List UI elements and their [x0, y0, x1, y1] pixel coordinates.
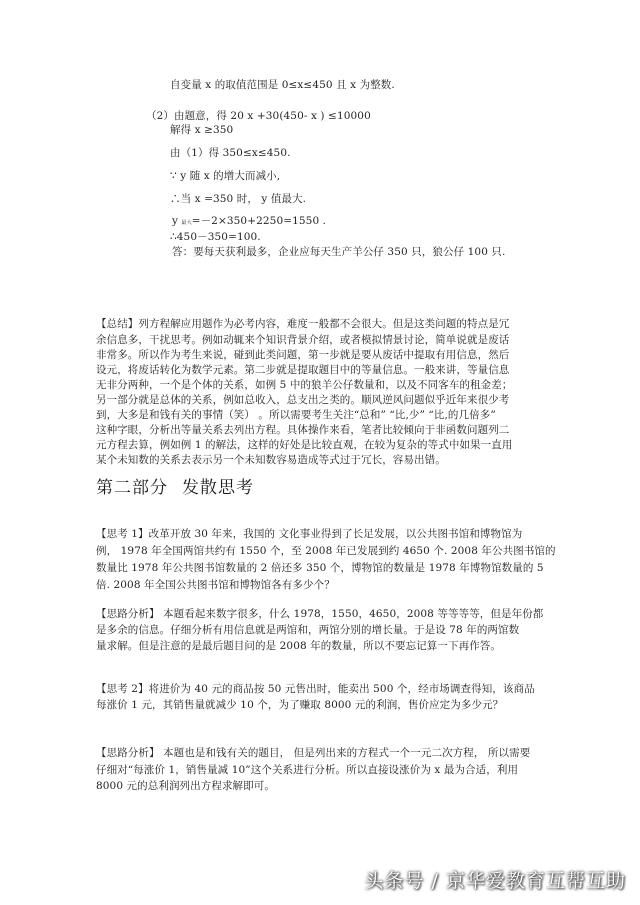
analysis1-line: 是多余的信息。仔细分析有用信息就是两馆和，两馆分别的增长量。于是设 78 年的两馆数	[96, 624, 520, 636]
analysis1-line: 【思路分析】 本题看起来数字很多，什么 1978，1550，4650，2008 等等等等，但是年份都	[96, 608, 544, 620]
summary-line: 非常多。所以作为考生来说，碰到此类问题，第一步就是要从废话中提取有用信息，然后	[96, 349, 510, 361]
analysis2-line: 【思路分析】 本题也是和钱有关的题目， 但是列出来的方程式一个一元二次方程， 所以需要	[96, 747, 531, 759]
think1-line: 倍. 2008 年全国公共图书馆和博物馆各有多少个？	[96, 579, 335, 591]
max-subscript: 最大	[181, 220, 192, 226]
solution-line-domain: 自变量 x 的取值范围是 0≤x≤450 且 x 为整数.	[170, 79, 395, 91]
max-value-expression: =－2×350+2250=1550 .	[191, 215, 327, 227]
summary-line: 某个未知数的关系去表示另一个未知数容易造成等式过于冗长，容易出错。	[96, 454, 446, 466]
solution-line-range: 由（1）得 350≤x≤450.	[170, 147, 291, 159]
section-heading	[96, 478, 268, 498]
analysis1-line: 量求解。但是注意的是最后题目问的是 2008 年的数量，所以不要忘记算一下再作答。	[96, 640, 501, 652]
think1-line: 例， 1978 年全国两馆共约有 1550 个，至 2008 年已发展到约 4650 个. 2008 年公共图书馆的	[96, 545, 556, 557]
analysis2-line: 8000 元的总利润列出方程求解即可。	[96, 780, 275, 792]
section-title: 发散思考	[182, 478, 254, 498]
summary-line: 设元，将废话转化为数学元素。第二步就是提取题目中的等量信息。一般来讲，等量信息	[96, 364, 510, 376]
solution-line-inequality: （2）由题意，得 20 x +30(450- x ) ≤10000	[146, 110, 371, 122]
solution-line-max-at: ∴当 x =350 时， y 值最大.	[170, 193, 307, 205]
think1-line: 【思考 1】改革开放 30 年来，我国的 文化事业得到了长足发展，以公共图书馆和博物馆为	[96, 528, 523, 540]
section-part: 第二部分	[96, 478, 168, 498]
summary-line: 余信息多，干扰思考。例如动辄来个知识背景介绍，或者模拟情景讨论，简单说就是废话	[96, 334, 510, 346]
think2-line: 每涨价 1 元，其销售量就减少 10 个，为了赚取 8000 元的利润，售价应定为多少元？	[96, 699, 504, 711]
y-symbol: y	[172, 215, 182, 227]
summary-line: 到，大多是和钱有关的事情（笑） 。所以需要考生关注“总和” “比,少” “比,的几倍多”	[96, 409, 496, 421]
solution-line-max-value	[172, 215, 326, 230]
summary-line: 无非分两种，一个是个体的关系，如例 5 中的狼羊公仔数量和，以及不同客车的租金差；	[96, 379, 513, 391]
summary-line: 这种字眼，分析出等量关系去列出方程。具体操作来看，笔者比较倾向于非函数问题列二	[96, 424, 510, 436]
solution-line-answer: 答：要每天获利最多，企业应每天生产羊公仔 350 只，狼公仔 100 只.	[172, 246, 506, 258]
think2-line: 【思考 2】将进价为 40 元的商品按 50 元售出时，能卖出 500 个，经市场调查得知，该商品	[96, 683, 535, 695]
summary-line: 元方程去算，例如例 1 的解法，这样的好处是比较直观，在较为复杂的等式中如果一直用	[96, 439, 513, 451]
analysis2-line: 仔细对“每涨价 1，销售量减 10”这个关系进行分析。所以直接设涨价为 x 最为合适，利用	[96, 764, 519, 776]
solution-line-solve: 解得 x ≥350	[170, 124, 234, 136]
solution-line-decreasing: ∵ y 随 x 的增大而减小,	[170, 170, 281, 182]
summary-line: 【总结】列方程解应用题作为必考内容，难度一般都不会很大。但是这类问题的特点是冗	[96, 318, 510, 330]
think1-line: 数量比 1978 年公共图书馆数量的 2 倍还多 350 个，博物馆的数量是 1978 年博物馆数量的 5	[96, 562, 544, 574]
solution-line-difference: ∴450－350=100.	[170, 231, 261, 243]
summary-line: 另一部分就是总体的关系，例如总收入，总支出之类的。顺风逆风问题似乎近年来很少考	[96, 394, 510, 406]
watermark: 头条号 / 京华爱教育互帮互助	[364, 870, 626, 892]
